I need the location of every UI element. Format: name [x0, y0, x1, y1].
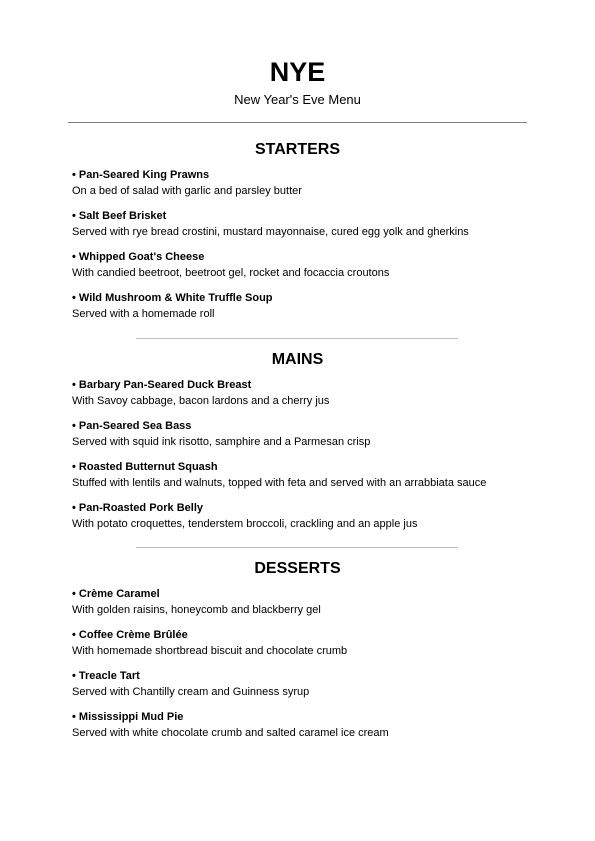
menu-item-name: • Barbary Pan-Seared Duck Breast — [72, 379, 252, 391]
menu-item-description: Served with rye bread crostini, mustard mayonnaise, cured egg yolk and gherkins — [72, 226, 469, 238]
menu-item-description: With candied beetroot, beetroot gel, rocket and focaccia croutons — [72, 267, 390, 279]
menu-item-name: • Whipped Goat's Cheese — [72, 251, 205, 263]
menu-item-description: Served with Chantilly cream and Guinness syrup — [72, 686, 310, 698]
section-heading: STARTERS — [254, 141, 341, 158]
menu-item-description: Served with white chocolate crumb and salted caramel ice cream — [72, 727, 389, 739]
menu-item — [72, 460, 552, 490]
menu-item — [72, 250, 552, 280]
menu-item-description: With golden raisins, honeycomb and blackberry gel — [72, 604, 321, 616]
menu-item — [72, 710, 552, 740]
menu-item-name: • Wild Mushroom & White Truffle Soup — [72, 292, 273, 304]
menu-item — [72, 669, 552, 699]
menu-title: NYE — [269, 57, 326, 87]
menu-item-description: Served with squid ink risotto, samphire and a Parmesan crisp — [72, 436, 371, 448]
menu-item-name: • Treacle Tart — [72, 670, 140, 682]
section-heading: DESSERTS — [254, 560, 341, 577]
menu-item-name: • Pan-Seared King Prawns — [72, 169, 210, 181]
menu-item — [72, 419, 552, 449]
menu-item — [72, 168, 552, 198]
menu-item — [72, 587, 552, 617]
section-heading: MAINS — [271, 351, 324, 368]
menu-item-name: • Roasted Butternut Squash — [72, 461, 218, 473]
menu-item-description: With potato croquettes, tenderstem broccoli, crackling and an apple jus — [72, 518, 418, 530]
menu-item-name: • Pan-Roasted Pork Belly — [72, 502, 204, 514]
section-divider — [136, 338, 458, 339]
menu-item — [72, 209, 552, 239]
menu-item-description: Served with a homemade roll — [72, 308, 215, 320]
section-divider — [136, 547, 458, 548]
menu-item — [72, 291, 552, 321]
menu-item-description: With homemade shortbread biscuit and chocolate crumb — [72, 645, 348, 657]
menu-item — [72, 378, 552, 408]
menu-item-name: • Pan-Seared Sea Bass — [72, 420, 192, 432]
menu-item — [72, 501, 552, 531]
menu-item-name: • Salt Beef Brisket — [72, 210, 167, 222]
menu-item-name: • Mississippi Mud Pie — [72, 711, 184, 723]
menu-item-description: On a bed of salad with garlic and parsley butter — [72, 185, 302, 197]
menu-item-description: With Savoy cabbage, bacon lardons and a cherry jus — [72, 395, 330, 407]
header-divider — [68, 122, 527, 123]
menu-item — [72, 628, 552, 658]
menu-item-name: • Crème Caramel — [72, 588, 160, 600]
menu-subtitle: New Year's Eve Menu — [234, 92, 361, 107]
menu-item-name: • Coffee Crème Brûlée — [72, 629, 188, 641]
menu-item-description: Stuffed with lentils and walnuts, topped with feta and served with an arrabbiata sauce — [72, 477, 487, 489]
